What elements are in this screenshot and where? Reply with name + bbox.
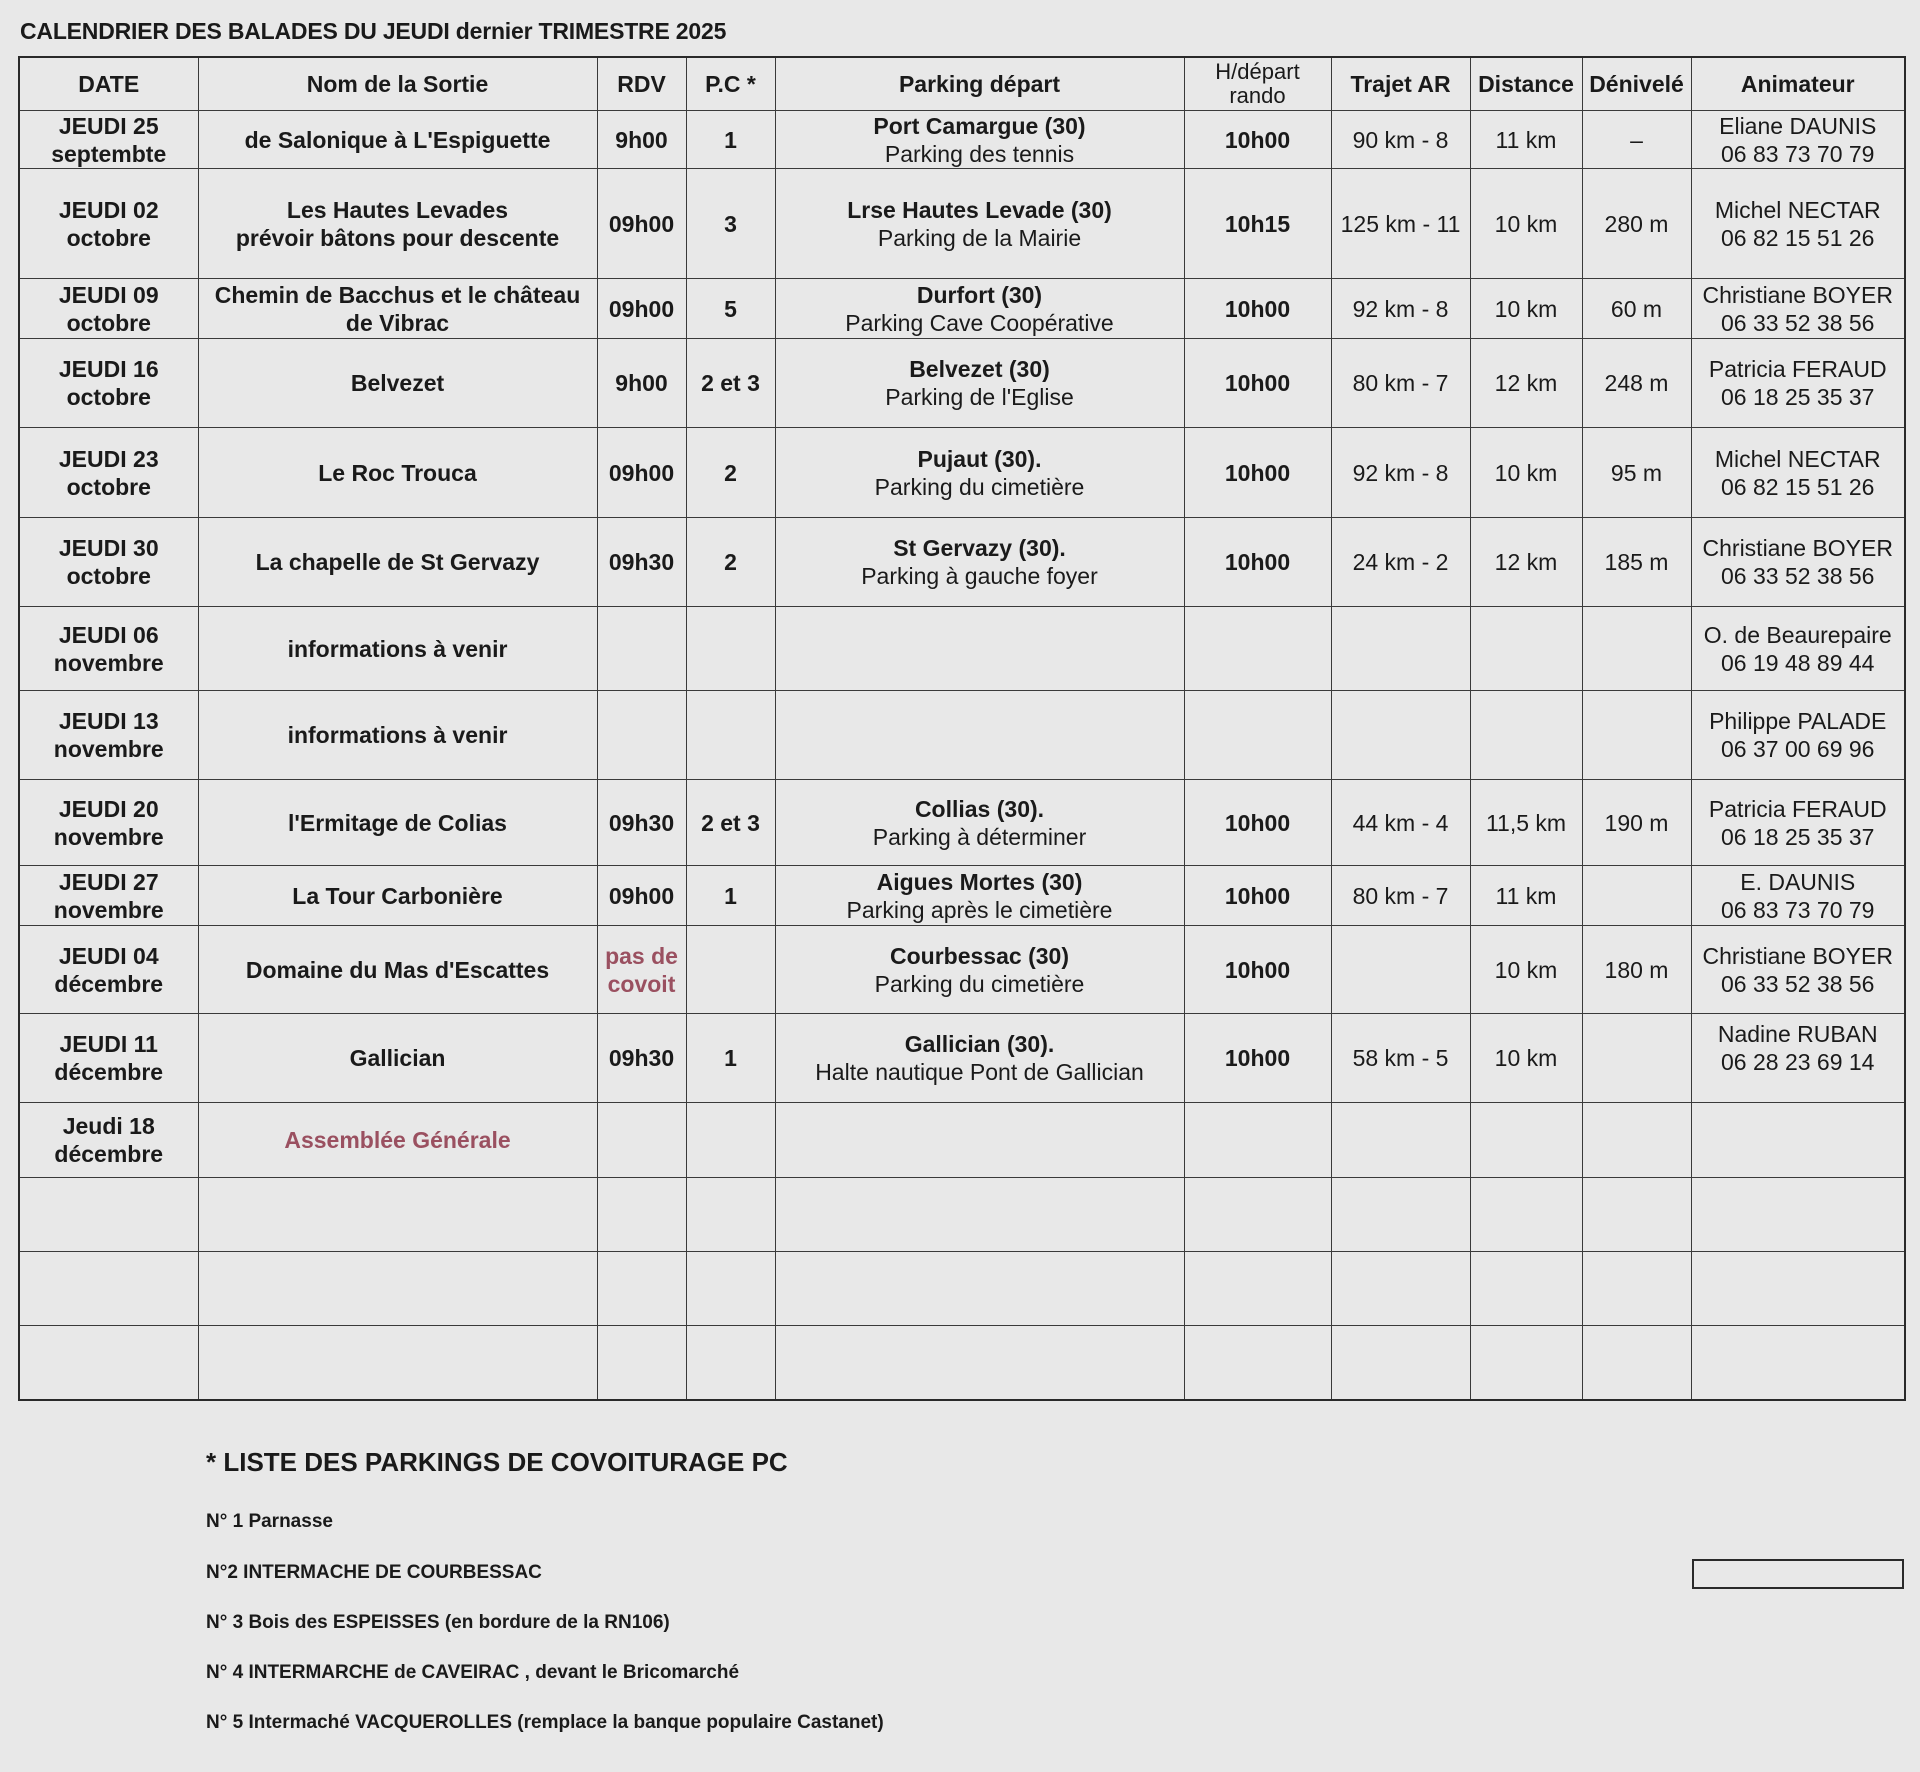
header-pc: P.C * (686, 57, 775, 111)
date-day: JEUDI 25 (58, 112, 159, 139)
parking-place: Parking de l'Eglise (885, 384, 1074, 410)
animateur-phone: 06 18 25 35 37 (1721, 384, 1875, 410)
cell-date (19, 780, 198, 866)
general-assembly-label: Assemblée Générale (284, 1127, 511, 1153)
cell-distance: 12 km (1470, 518, 1582, 607)
cell-denivele (1582, 1014, 1691, 1103)
parking-place: Parking du cimetière (874, 970, 1085, 997)
date-day: Jeudi 18 (62, 1113, 155, 1139)
cell-denivele: – (1582, 111, 1691, 169)
cell-animateur (1691, 866, 1905, 926)
parking-town: Belvezet (30) (909, 356, 1050, 382)
cell-trajet: 24 km - 2 (1331, 518, 1470, 607)
cell-date (19, 339, 198, 428)
outing-name: informations à venir (287, 722, 508, 748)
date-day: JEUDI 20 (58, 795, 159, 822)
cell-depart-time: 10h00 (1184, 780, 1331, 866)
cell-trajet: 90 km - 8 (1331, 111, 1470, 169)
cell-date (19, 691, 198, 780)
animateur-name: Nadine RUBAN (1717, 1021, 1878, 1047)
cell-distance: 11 km (1470, 866, 1582, 926)
cell-outing-name (198, 866, 597, 926)
cell-outing-name (198, 926, 597, 1014)
table-row (19, 111, 1905, 169)
cell-pc (686, 607, 775, 691)
date-month: décembre (54, 1141, 164, 1167)
cell-date (19, 428, 198, 518)
cell-denivele (1582, 1103, 1691, 1178)
cell-animateur (1691, 169, 1905, 279)
outing-name: Belvezet (350, 370, 445, 396)
cell-trajet (1331, 1103, 1470, 1178)
cell-outing-name (198, 169, 597, 279)
cell-date (19, 866, 198, 926)
date-month: novembre (53, 736, 164, 762)
no-carpool-note: pas de (605, 942, 678, 969)
cell-animateur (1691, 607, 1905, 691)
header-distance: Distance (1470, 57, 1582, 111)
empty-row (19, 1178, 1905, 1252)
cell-pc: 3 (686, 169, 775, 279)
cell-pc: 2 (686, 428, 775, 518)
cell-outing-name (198, 279, 597, 339)
cell-rdv: 09h30 (597, 518, 686, 607)
empty-row (19, 1326, 1905, 1400)
cell-parking (775, 691, 1184, 780)
cell-trajet: 58 km - 5 (1331, 1014, 1470, 1103)
animateur-name: Patricia FERAUD (1708, 795, 1887, 822)
outing-name: Gallician (349, 1045, 446, 1071)
animateur-phone: 06 83 73 70 79 (1721, 896, 1875, 923)
outing-name: de Salonique à L'Espiguette (244, 126, 551, 153)
cell-denivele (1582, 866, 1691, 926)
cell-pc: 1 (686, 1014, 775, 1103)
animateur-name: Patricia FERAUD (1708, 356, 1887, 382)
cell-trajet: 125 km - 11 (1331, 169, 1470, 279)
cell-depart-time: 10h00 (1184, 1014, 1331, 1103)
cell-outing-name (198, 339, 597, 428)
animateur-phone: 06 33 52 38 56 (1721, 309, 1875, 336)
table-row (19, 1014, 1905, 1103)
cell-animateur (1691, 1103, 1905, 1178)
cell-pc (686, 691, 775, 780)
cell-denivele: 180 m (1582, 926, 1691, 1014)
parking-place: Parking de la Mairie (877, 224, 1082, 251)
cell-animateur (1691, 518, 1905, 607)
cell-pc (686, 926, 775, 1014)
cell-depart-time: 10h00 (1184, 279, 1331, 339)
cell-date (19, 926, 198, 1014)
date-day: JEUDI 02 (58, 196, 159, 223)
parking-place: Parking à déterminer (872, 823, 1087, 850)
cell-outing-name (198, 111, 597, 169)
outing-name: l'Ermitage de Colias (288, 809, 507, 836)
date-month: octobre (66, 384, 151, 410)
date-day: JEUDI 30 (58, 535, 159, 561)
table-row (19, 691, 1905, 780)
cell-rdv (597, 607, 686, 691)
parking-town: Port Camargue (30) (873, 112, 1086, 139)
table-row (19, 607, 1905, 691)
page-title: CALENDRIER DES BALADES DU JEUDI dernier TRIMESTRE 2025 (20, 18, 727, 44)
date-day: JEUDI 13 (58, 708, 159, 734)
animateur-name: O. de Beaurepaire (1703, 621, 1892, 648)
cell-outing-name (198, 691, 597, 780)
date-day: JEUDI 16 (58, 356, 159, 382)
date-month: novembre (53, 896, 164, 923)
date-month: octobre (66, 473, 151, 500)
cell-distance: 12 km (1470, 339, 1582, 428)
outing-name: informations à venir (287, 635, 508, 662)
cell-pc: 1 (686, 866, 775, 926)
animateur-name: Michel NECTAR (1714, 445, 1881, 472)
cell-date (19, 279, 198, 339)
carpool-parking-item: N° 1 Parnasse (206, 1511, 333, 1532)
cell-date (19, 1014, 198, 1103)
parking-town: Aigues Mortes (30) (876, 868, 1083, 895)
animateur-phone: 06 82 15 51 26 (1721, 224, 1875, 251)
cell-depart-time: 10h00 (1184, 428, 1331, 518)
cell-denivele: 60 m (1582, 279, 1691, 339)
animateur-phone: 06 83 73 70 79 (1721, 140, 1875, 167)
cell-outing-name (198, 518, 597, 607)
outing-name-cont: de Vibrac (345, 309, 450, 336)
cell-depart-time (1184, 607, 1331, 691)
animateur-phone: 06 82 15 51 26 (1721, 473, 1875, 500)
cell-depart-time: 10h00 (1184, 339, 1331, 428)
cell-animateur (1691, 780, 1905, 866)
carpool-parking-item: N° 3 Bois des ESPEISSES (en bordure de la RN106) (206, 1612, 670, 1633)
cell-rdv: 9h00 (597, 111, 686, 169)
cell-distance: 11,5 km (1470, 780, 1582, 866)
header-rdv: RDV (597, 57, 686, 111)
cell-animateur (1691, 926, 1905, 1014)
carpool-parking-item: N°2 INTERMACHE DE COURBESSAC (206, 1562, 542, 1583)
date-month: novembre (53, 823, 164, 850)
animateur-name: Christiane BOYER (1702, 535, 1893, 561)
table-row (19, 866, 1905, 926)
cell-parking (775, 339, 1184, 428)
cell-animateur (1691, 339, 1905, 428)
cell-distance: 10 km (1470, 1014, 1582, 1103)
cell-outing-name (198, 428, 597, 518)
parking-town: Collias (30). (914, 795, 1045, 822)
no-carpool-note-cont: covoit (607, 970, 676, 997)
cell-trajet (1331, 926, 1470, 1014)
parking-place: Parking à gauche foyer (861, 563, 1098, 589)
cell-parking (775, 518, 1184, 607)
date-day: JEUDI 04 (58, 942, 159, 969)
cell-trajet: 80 km - 7 (1331, 866, 1470, 926)
header-trajet: Trajet AR (1331, 57, 1470, 111)
cell-parking (775, 428, 1184, 518)
outing-name: Chemin de Bacchus et le château (214, 281, 581, 308)
cell-animateur (1691, 428, 1905, 518)
animateur-phone: 06 18 25 35 37 (1721, 823, 1875, 850)
outing-name: Le Roc Trouca (318, 459, 477, 486)
cell-outing-name (198, 1014, 597, 1103)
header-denivele: Dénivelé (1582, 57, 1691, 111)
cell-parking (775, 926, 1184, 1014)
cell-animateur (1691, 691, 1905, 780)
empty-box (1692, 1559, 1904, 1589)
cell-outing-name (198, 780, 597, 866)
outing-name: La chapelle de St Gervazy (255, 549, 540, 575)
parking-place: Parking Cave Coopérative (845, 309, 1114, 336)
cell-pc: 5 (686, 279, 775, 339)
cell-distance (1470, 691, 1582, 780)
cell-pc: 1 (686, 111, 775, 169)
carpool-parking-list-title: * LISTE DES PARKINGS DE COVOITURAGE PC (206, 1447, 788, 1477)
cell-rdv (597, 691, 686, 780)
date-day: JEUDI 09 (58, 281, 159, 308)
cell-date (19, 518, 198, 607)
cell-pc: 2 et 3 (686, 780, 775, 866)
table-row (19, 428, 1905, 518)
cell-pc: 2 et 3 (686, 339, 775, 428)
outing-name: Les Hautes Levades (286, 196, 509, 223)
animateur-phone: 06 37 00 69 96 (1721, 736, 1875, 762)
cell-rdv (597, 926, 686, 1014)
outing-name: La Tour Carbonière (292, 882, 503, 909)
table-row (19, 518, 1905, 607)
cell-denivele: 190 m (1582, 780, 1691, 866)
cell-date (19, 169, 198, 279)
cell-distance: 10 km (1470, 279, 1582, 339)
cell-distance: 10 km (1470, 169, 1582, 279)
cell-distance: 10 km (1470, 926, 1582, 1014)
date-day: JEUDI 27 (58, 868, 159, 895)
table-row (19, 926, 1905, 1014)
walk-schedule-table (18, 56, 1906, 1401)
animateur-phone: 06 33 52 38 56 (1721, 563, 1875, 589)
date-month: octobre (66, 224, 151, 251)
cell-animateur (1691, 279, 1905, 339)
date-month: octobre (66, 309, 151, 336)
parking-town: Durfort (30) (916, 281, 1043, 308)
cell-parking (775, 169, 1184, 279)
header-depart-time-line2: rando (1229, 83, 1286, 108)
parking-place: Parking du cimetière (874, 473, 1085, 500)
cell-distance (1470, 1103, 1582, 1178)
cell-trajet: 44 km - 4 (1331, 780, 1470, 866)
carpool-parking-item: N° 4 INTERMARCHE de CAVEIRAC , devant le Bricomarché (206, 1662, 740, 1683)
cell-date (19, 111, 198, 169)
parking-place: Parking des tennis (884, 140, 1075, 167)
cell-distance: 11 km (1470, 111, 1582, 169)
animateur-phone: 06 19 48 89 44 (1721, 649, 1875, 676)
cell-animateur (1691, 111, 1905, 169)
cell-denivele: 248 m (1582, 339, 1691, 428)
parking-town: Gallician (30). (904, 1031, 1055, 1057)
cell-depart-time: 10h00 (1184, 926, 1331, 1014)
date-month: octobre (66, 563, 151, 589)
parking-place: Parking après le cimetière (846, 896, 1113, 923)
date-day: JEUDI 11 (59, 1031, 158, 1057)
cell-rdv: 09h30 (597, 780, 686, 866)
cell-outing-name (198, 607, 597, 691)
parking-town: St Gervazy (30). (893, 535, 1066, 561)
carpool-parking-item: N° 5 Intermaché VACQUEROLLES (remplace la banque populaire Castanet) (206, 1712, 884, 1733)
cell-parking (775, 1103, 1184, 1178)
cell-rdv: 9h00 (597, 339, 686, 428)
animateur-phone: 06 28 23 69 14 (1721, 1049, 1875, 1075)
cell-rdv: 09h00 (597, 279, 686, 339)
cell-depart-time (1184, 1103, 1331, 1178)
cell-trajet: 92 km - 8 (1331, 279, 1470, 339)
animateur-name: Michel NECTAR (1714, 196, 1881, 223)
header-depart-time-line1: H/départ (1215, 59, 1300, 84)
cell-date (19, 1103, 198, 1178)
table-row (19, 339, 1905, 428)
cell-denivele (1582, 607, 1691, 691)
cell-pc: 2 (686, 518, 775, 607)
animateur-name: Christiane BOYER (1702, 942, 1893, 969)
parking-place: Halte nautique Pont de Gallician (815, 1059, 1144, 1085)
outing-note: prévoir bâtons pour descente (235, 224, 560, 251)
cell-parking (775, 607, 1184, 691)
cell-distance (1470, 607, 1582, 691)
cell-denivele: 280 m (1582, 169, 1691, 279)
cell-outing-name (198, 1103, 597, 1178)
cell-trajet: 80 km - 7 (1331, 339, 1470, 428)
date-month: septembte (51, 140, 167, 167)
cell-depart-time: 10h00 (1184, 866, 1331, 926)
cell-depart-time: 10h00 (1184, 111, 1331, 169)
animateur-name: Christiane BOYER (1702, 281, 1893, 308)
cell-rdv (597, 1103, 686, 1178)
cell-denivele: 95 m (1582, 428, 1691, 518)
cell-rdv: 09h00 (597, 428, 686, 518)
date-month: décembre (54, 970, 164, 997)
cell-rdv: 09h00 (597, 866, 686, 926)
parking-town: Lrse Hautes Levade (30) (847, 196, 1112, 223)
empty-row (19, 1252, 1905, 1326)
cell-trajet: 92 km - 8 (1331, 428, 1470, 518)
header-depart-time (1184, 57, 1331, 111)
cell-denivele (1582, 691, 1691, 780)
cell-parking (775, 279, 1184, 339)
animateur-name: Eliane DAUNIS (1719, 112, 1877, 139)
cell-depart-time: 10h00 (1184, 518, 1331, 607)
date-day: JEUDI 23 (58, 445, 159, 472)
table-row (19, 780, 1905, 866)
table-row (19, 1103, 1905, 1178)
animateur-name: Philippe PALADE (1709, 708, 1887, 734)
cell-parking (775, 1014, 1184, 1103)
cell-date (19, 607, 198, 691)
cell-parking (775, 111, 1184, 169)
outing-name: Domaine du Mas d'Escattes (245, 956, 550, 983)
date-month: novembre (53, 649, 164, 676)
header-parking: Parking départ (775, 57, 1184, 111)
cell-trajet (1331, 607, 1470, 691)
parking-town: Pujaut (30). (917, 445, 1042, 472)
cell-trajet (1331, 691, 1470, 780)
header-date: DATE (19, 57, 198, 111)
date-month: décembre (54, 1059, 164, 1085)
cell-distance: 10 km (1470, 428, 1582, 518)
animateur-name: E. DAUNIS (1740, 868, 1856, 895)
date-day: JEUDI 06 (58, 621, 159, 648)
cell-animateur (1691, 1014, 1905, 1103)
animateur-phone: 06 33 52 38 56 (1721, 970, 1875, 997)
cell-rdv: 09h30 (597, 1014, 686, 1103)
header-animateur: Animateur (1691, 57, 1905, 111)
cell-denivele: 185 m (1582, 518, 1691, 607)
cell-depart-time (1184, 691, 1331, 780)
table-row (19, 279, 1905, 339)
cell-depart-time: 10h15 (1184, 169, 1331, 279)
table-header-row (19, 57, 1905, 111)
cell-parking (775, 780, 1184, 866)
cell-pc (686, 1103, 775, 1178)
parking-town: Courbessac (30) (890, 942, 1069, 969)
header-name: Nom de la Sortie (198, 57, 597, 111)
cell-rdv: 09h00 (597, 169, 686, 279)
table-row (19, 169, 1905, 279)
cell-parking (775, 866, 1184, 926)
